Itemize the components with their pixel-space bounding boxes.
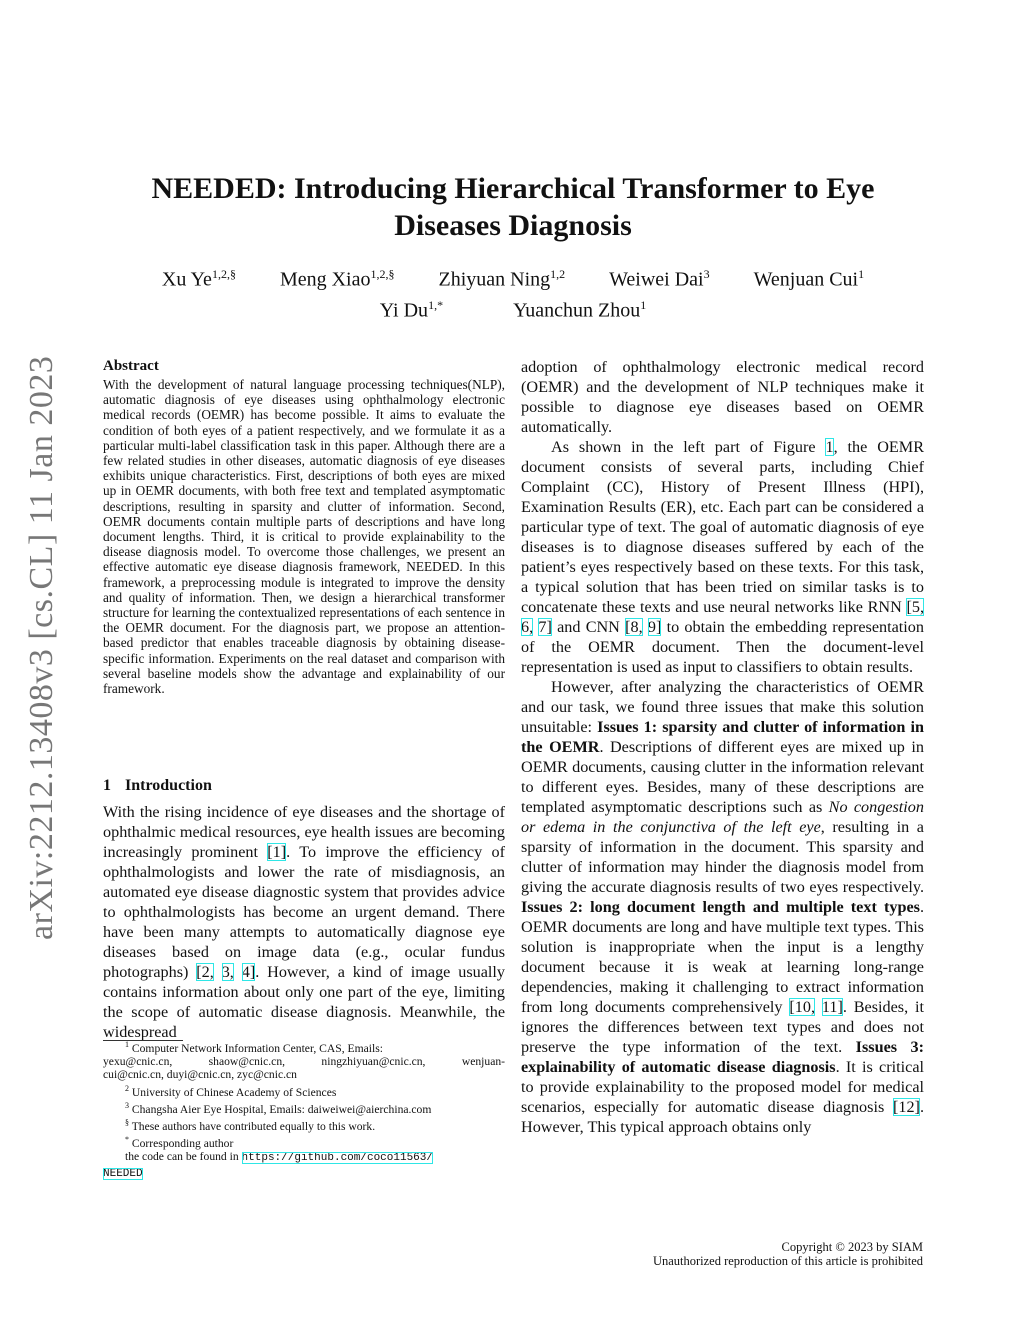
citation-link[interactable]: 11] [821,998,843,1016]
author: Zhiyuan Ning$^{1,2}$ [438,267,566,291]
citation-link[interactable]: [1] [267,843,287,861]
code-availability-note: the code can be found in https://github.com/coco11563/ [125,1150,433,1165]
right-column [521,357,924,1137]
citation-link[interactable]: 9] [647,618,662,636]
section-heading-introduction: 1 Introduction [103,777,212,794]
footnote-line: yexu@cnic.cn, shaow@cnic.cn, ningzhiyuan@cnic.cn, wenjuan- [103,1055,505,1069]
citation-link[interactable]: [10, [789,998,815,1016]
code-availability-note-cont [103,1166,505,1181]
citation-link[interactable]: 6, [521,618,534,636]
introduction-paragraph: With the rising incidence of eye diseases and the shortage of ophthalmic medical resources, eye health issues are becoming increasingly prominent [1]. To improve the efficiency of ophthalmologists and lower the rate of misdiagnosis, an automated eye disease diagnostic system that provides advice to ophthalmologists has become an urgent demand. There have been many attempts to automatically diagnose eye diseases based on image data (e.g., ocular fundus photographs) [2, 3, 4]. However, a kind of image usually contains information about only one part of the eye, limiting the scope of automatic disease diagnosis. Meanwhile, the widespread [103,803,505,1041]
code-url-link[interactable]: https://github.com/coco11563/ [241,1152,433,1165]
author: Xu $Ye^{1,2,\S}$ [161,267,236,291]
footnote: $^2$ University of Chinese Academy of Sciences [125,1083,337,1099]
footnote-line: cui@cnic.cn, duyi@cnic.cn, zyc@cnic.cn [103,1068,297,1082]
code-url-link[interactable]: NEEDED [103,1167,143,1180]
author: Weiwei Dai$^3$ [609,267,710,291]
paragraph: As shown in the left part of Figure 1, the OEMR document consists of several parts, including Chief Complaint (CC), History of Present Illness (HPI), Examination Results (ER), etc. Each part can be considered a particular type of text. The goal of automatic diagnosis of eye diseases is to diagnose diseases suffered by each of the patient’s eyes respectively based on these texts. For this task, a typical solution that has been tried on similar tasks is to concatenate these texts and use neural networks like RNN [5, 6, 7] and CNN [8, 9] to obtain the embedding representation of the OEMR document. Then the document-level representation is used as input to classifiers to obtain results. [521,438,924,676]
arxiv-identifier: arXiv:2212.13408v3 [cs.CL] 11 Jan 2023 [23,355,60,940]
citation-link[interactable]: [8, [625,618,643,636]
paragraph: However, after analyzing the characteristics of OEMR and our task, we found three issues that make this solution unsuitable: Issues 1: sparsity and clutter of information in the OEMR. Descriptions of different eyes are mixed up in OEMR documents, causing clutter in the information relevant to different eyes. Besides, many of these descriptions are templated asymptomatic descriptions such as No congestion or edema in the conjunctiva of the left eye, resulting in a sparsity of information in the document. This sparsity and clutter of information may hinder the diagnosis model from giving the accurate diagnosis results of two eyes respectively. Issues 2: long document length and multiple text types. OEMR documents are long and have multiple text types. This solution is inappropriate when the input is a lengthy document because it is weak at learning long-range dependencies, making it challenging to extract information from long documents comprehensively [10, 11]. Besides, it ignores the differences between text types and does not preserve the type information of the text. Issues 3: explainability of automatic disease diagnosis. It is critical to provide explainability to the proposed model for medical scenarios, especially for automatic disease diagnosis [12]. However, This typical approach obtains only [521,678,924,1136]
author-list [100,262,926,323]
citation-link[interactable]: [12] [892,1098,920,1116]
abstract-heading: Abstract [103,358,159,374]
abstract-body: With the development of natural language processing techniques(NLP), automatic diagnosis of eye diseases using ophthalmology electronic medical records (OEMR) has become possible. It aims to evaluate the condition of both eyes of a patient respectively, and we formulate it as a particular multi-label classification task in this paper. Although there are a few related studies in other diseases, automatic diagnosis of eye diseases exhibits unique characteristics. First, descriptions of both eyes are mixed up in OEMR documents, with both free text and templated asymptomatic descriptions, resulting in sparsity and clutter of information. Second, OEMR documents contain multiple parts of descriptions and have long document lengths. Third, it is critical to provide explainability to the disease diagnosis model. To overcome those challenges, we present an effective automatic eye disease diagnosis framework, NEEDED. In this framework, a preprocessing module is integrated to improve the density and quality of information. Then, we design a hierarchical transformer structure for learning the contextualized representations of each sentence in the OEMR document. For the diagnosis part, we propose an attention-based predictor that enables traceable diagnosis by obtaining disease-specific information. Experiments on the real dataset and comparison with several baseline models show the advantage and explainability of our framework. [103,377,505,697]
citation-link[interactable]: 4] [241,963,256,981]
author: Wenjuan Cui$^1$ [753,267,865,291]
author: Yuanchun Zhou$^1$ [513,297,647,322]
figure-reference-link[interactable]: 1 [825,438,834,456]
footnote: $^1$ Computer Network Information Center, CAS, Emails: [125,1040,383,1055]
footnotes [103,1038,505,1181]
footnote: § These authors have contributed equally to this work. [125,1118,376,1133]
author: Meng Xiao$^{1,2,\S}$ [279,267,395,291]
citation-link[interactable]: [2, [196,963,214,981]
copyright-notice [560,1240,923,1268]
author: Yi $Du^{1,*}$ [379,297,444,322]
footnote: $^3$ Changsha Aier Eye Hospital, Emails: daiweiwei@aierchina.com [125,1100,432,1116]
paragraph: adoption of ophthalmology electronic medical record (OEMR) and the development of NLP techniques make it possible to diagnose eye diseases based on OEMR automatically. [521,358,924,436]
citation-link[interactable]: 7] [538,618,552,636]
copyright-line: Unauthorized reproduction of this article is prohibited [652,1254,923,1268]
footnote: * Corresponding author [125,1135,234,1151]
citation-link[interactable]: [5, [906,598,924,616]
citation-link[interactable]: 3, [221,963,234,981]
paper-title: NEEDED: Introducing Hierarchical Transformer to Eye Diseases Diagnosis [151,172,875,242]
copyright-line: Copyright © 2023 by SIAM [781,1240,923,1254]
